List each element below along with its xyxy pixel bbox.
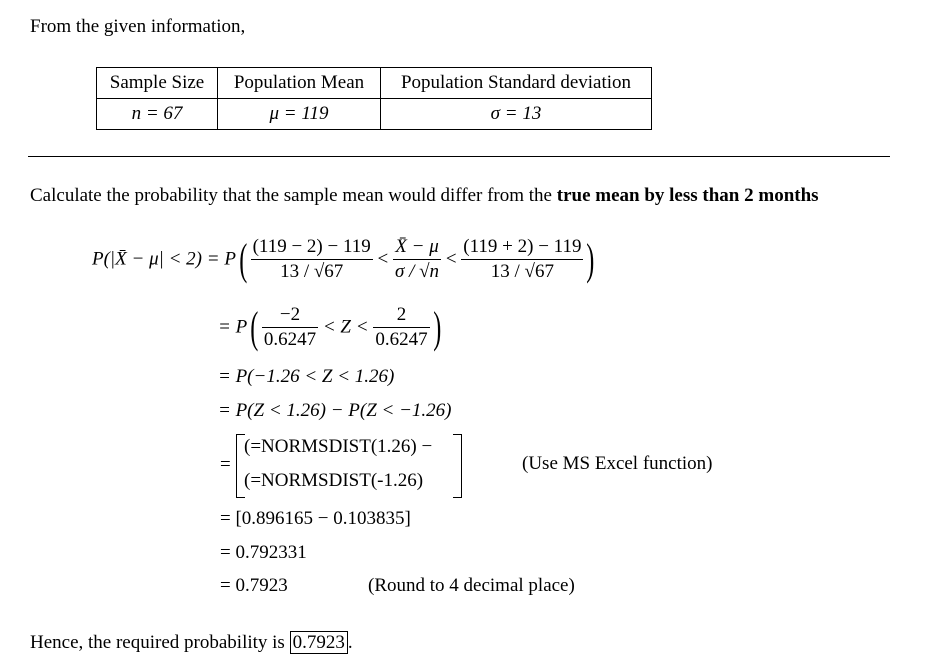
table-cell: σ = 13 [381,99,652,130]
conclusion-end: . [347,632,353,653]
eq5-equals: = [220,454,231,475]
eq5-line1: (=NORMSDIST(1.26) − [244,436,433,457]
equation-7: = 0.792331 [220,542,307,563]
table-header-cell: Population Standard deviation [381,68,652,99]
equation-1 [92,234,598,285]
equation-8: = 0.7923 [220,575,288,596]
divider [28,156,890,157]
eq2-prefix: = P [218,316,248,338]
table-header-cell: Sample Size [97,68,218,99]
eq5-line2: (=NORMSDIST(-1.26) [244,470,424,491]
eq1-frac1: $\frac{(119 - 2) - 119}{13 / √67}$ [252,236,371,282]
conclusion [30,632,353,654]
answer-box: 0.7923 [290,631,348,654]
equation-4: = P(Z < 1.26) − P(Z < −1.26) [218,400,452,421]
eq8-note: (Round to 4 decimal place) [368,575,575,596]
equation-6: = [0.896165 − 0.103835] [220,508,411,529]
question-bold: true mean by less than 2 months [556,185,819,206]
right-paren: ) [432,303,441,352]
eq2-mid: < Z < [322,316,369,338]
eq5-note: (Use MS Excel function) [522,453,713,474]
conclusion-text: Hence, the required probability is [30,632,290,653]
equation-2 [218,302,444,353]
table-cell: n = 67 [97,99,218,130]
right-bracket [453,434,462,498]
eq2-frac2: $\frac{2}{0.6247}$ [375,304,428,350]
question-text [30,184,860,208]
eq1-lhs: P(|X̄ − μ| < 2) = P [92,248,236,270]
equation-3: = P(−1.26 < Z < 1.26) [218,366,395,387]
question-normal: Calculate the probability that the sample mean would differ from the [30,185,557,206]
intro-text: From the given information, [30,16,246,37]
table-header-row [97,68,652,99]
right-paren: ) [586,235,595,284]
table-row [97,99,652,130]
eq1-frac3: $\frac{(119 + 2) - 119}{13 / √67}$ [463,236,582,282]
lt-sign: < [377,248,389,270]
eq2-frac1: $\frac{-2}{0.6247}$ [263,304,317,350]
lt-sign: < [445,248,457,270]
left-paren: ( [239,235,248,284]
table-cell: μ = 119 [218,99,381,130]
eq1-frac2: $\frac{X̄ - \mu}{\sigma / √n}$ [394,236,440,282]
left-paren: ( [250,303,259,352]
table-header-cell: Population Mean [218,68,381,99]
info-table [96,67,652,130]
